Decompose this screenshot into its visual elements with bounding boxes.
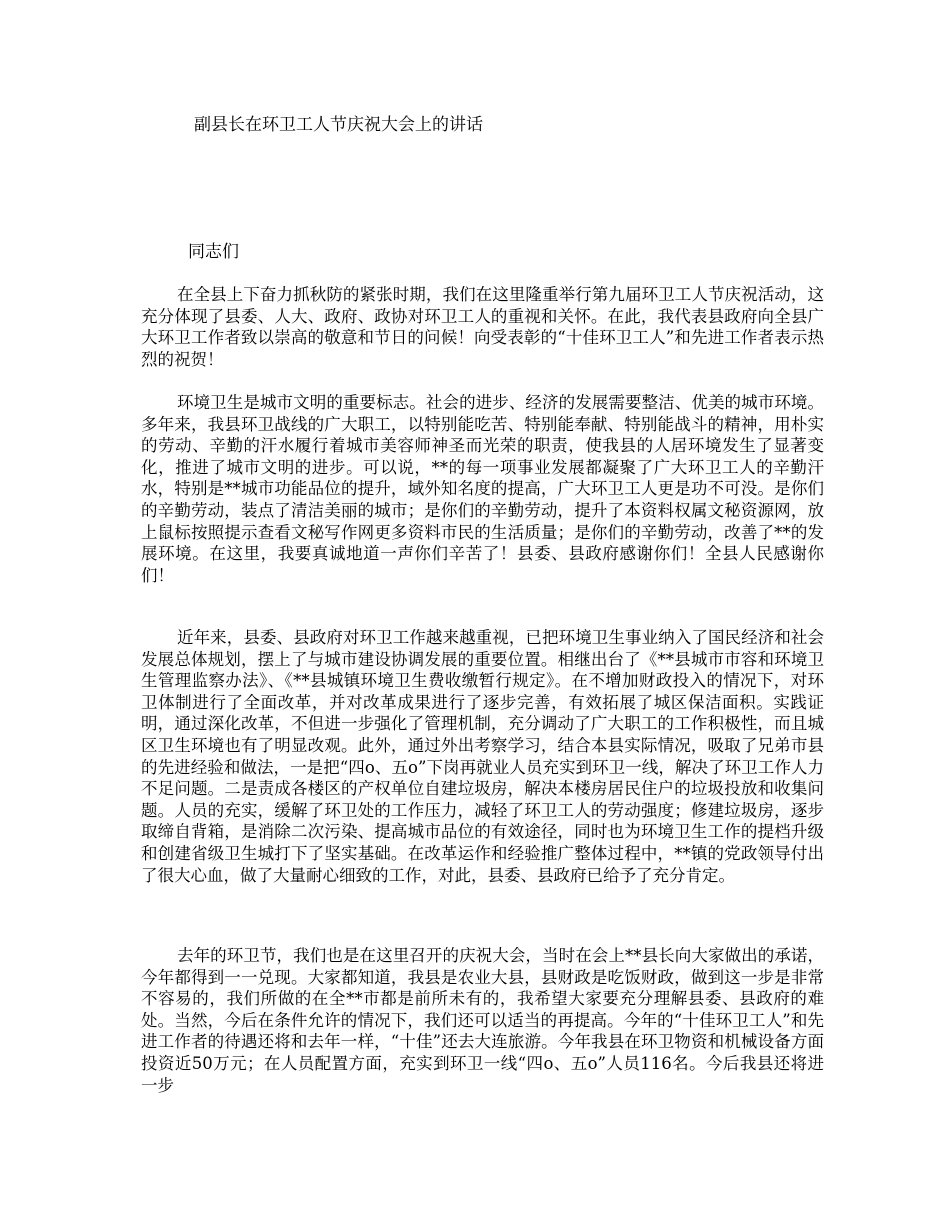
document-title: 副县长在环卫工人节庆祝大会上的讲话 [194,115,483,135]
paragraph-3: 近年来，县委、县政府对环卫工作越来越重视，已把环境卫生事业纳入了国民经济和社会发展总体规划，摆上了与城市建设协调发展的重要位置。相继出台了《**县城市市容和环境卫生管理监察办法》、《**县城镇环境卫生费收缴暂行规定》。在不增加财政投入的情况下，对环卫体制进行了全面改革，并对改革成果进行了逐步完善，有效拓展了城区保洁面积。实践证明，通过深化改革，不但进一步强化了管理机制，充分调动了广大职工的工作积极性，而且城区卫生环境也有了明显改观。此外，通过外出考察学习，结合本县实际情况，吸取了兄弟市县的先进经验和做法，一是把“四o、五o”下岗再就业人员充实到环卫一线，解决了环卫工作人力不足问题。二是责成各楼区的产权单位自建垃圾房，解决本楼房居民住户的垃圾投放和收集问题。人员的充实，缓解了环卫处的工作压力，减轻了环卫工人的劳动强度；修建垃圾房，逐步取缔自背箱，是消除二次污染、提高城市品位的有效途径，同时也为环境卫生工作的提档升级和创建省级卫生城打下了坚实基础。在改革运作和经验推广整体过程中，**镇的党政领导付出了很大心血，做了大量耐心细致的工作，对此，县委、县政府已给予了充分肯定。 [141,628,824,885]
paragraph-1: 在全县上下奋力抓秋防的紧张时期，我们在这里隆重举行第九届环卫工人节庆祝活动，这充分体现了县委、人大、政府、政协对环卫工人的重视和关怀。在此，我代表县政府向全县广大环卫工作者致以崇高的敬意和节日的问候！向受表彰的“十佳环卫工人”和先进工作者表示热烈的祝贺！ [141,285,824,369]
salutation: 同志们 [188,242,239,262]
paragraph-2: 环境卫生是城市文明的重要标志。社会的进步、经济的发展需要整洁、优美的城市环境。多年来，我县环卫战线的广大职工，以特别能吃苦、特别能奉献、特别能战斗的精神，用朴实的劳动、辛勤的汗水履行着城市美容师神圣而光荣的职责，使我县的人居环境发生了显著变化，推进了城市文明的进步。可以说，**的每一项事业发展都凝聚了广大环卫工人的辛勤汗水，特别是**城市功能品位的提升，域外知名度的提高，广大环卫工人更是功不可没。是你们的辛勤劳动，装点了清洁美丽的城市；是你们的辛勤劳动，提升了本资料权属文秘资源网，放上鼠标按照提示查看文秘写作网更多资料市民的生活质量；是你们的辛勤劳动，改善了**的发展环境。在这里，我要真诚地道一声你们辛苦了！县委、县政府感谢你们！全县人民感谢你们！ [141,393,824,585]
paragraph-4: 去年的环卫节，我们也是在这里召开的庆祝大会，当时在会上**县长向大家做出的承诺，今年都得到一一兑现。大家都知道，我县是农业大县，县财政是吃饭财政，做到这一步是非常不容易的，我们所做的在全**市都是前所未有的，我希望大家要充分理解县委、县政府的难处。当然，今后在条件允许的情况下，我们还可以适当的再提高。今年的“十佳环卫工人”和先进工作者的待遇还将和去年一样，“十佳”还去大连旅游。今年我县在环卫物资和机械设备方面投资近50万元；在人员配置方面，充实到环卫一线“四o、五o”人员116名。今后我县还将进一步 [141,946,824,1095]
